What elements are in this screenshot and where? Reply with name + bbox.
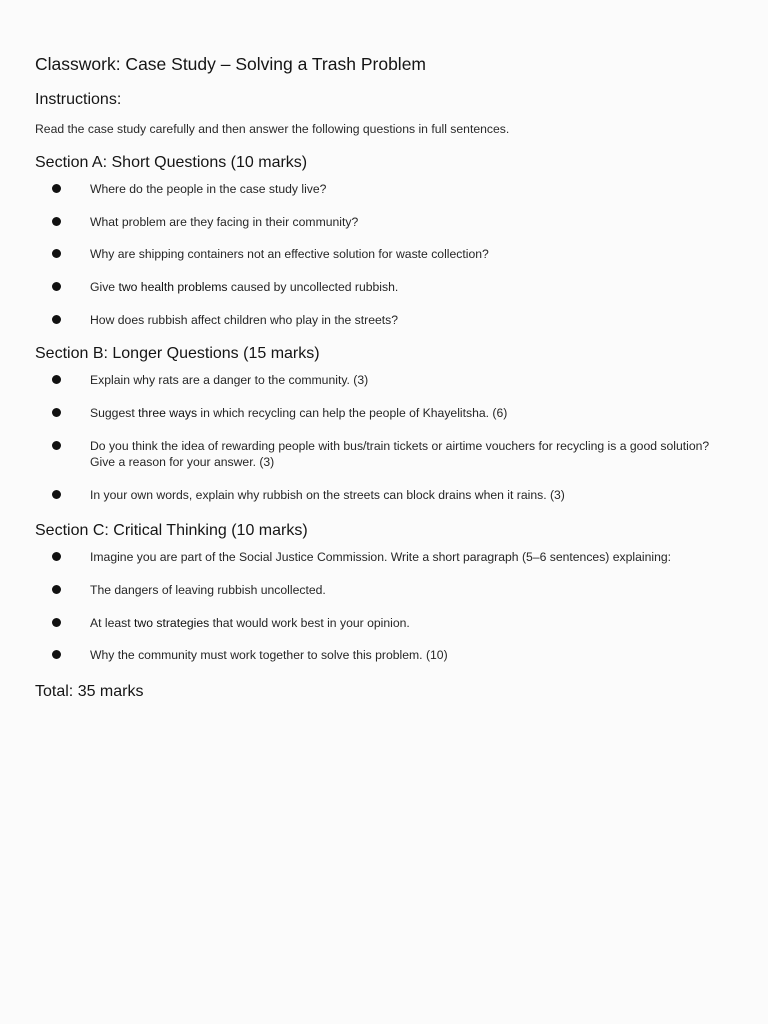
question-text-part: Give bbox=[90, 280, 119, 295]
question-text: Imagine you are part of the Social Justice Commission. Write a short paragraph (5–6 sentences) explaining: bbox=[90, 550, 672, 565]
question-item bbox=[35, 487, 728, 504]
page-title: Classwork: Case Study – Solving a Trash Problem bbox=[35, 54, 426, 74]
question-text bbox=[90, 616, 410, 630]
question-item bbox=[35, 405, 728, 422]
question-text: What problem are they facing in their community? bbox=[90, 214, 359, 229]
question-text: The dangers of leaving rubbish uncollected. bbox=[90, 583, 326, 597]
question-text bbox=[90, 406, 507, 420]
bullet-icon bbox=[52, 249, 61, 258]
question-item bbox=[35, 279, 728, 296]
question-text-part: At least bbox=[90, 615, 135, 630]
question-text: Do you think the idea of rewarding people with bus/train tickets or airtime vouchers for recycling is a good solution? Give a reason for your answer. (3) bbox=[90, 438, 710, 470]
section-c-heading: Section C: Critical Thinking (10 marks) bbox=[35, 522, 308, 540]
question-text: Where do the people in the case study live? bbox=[90, 182, 327, 196]
question-text-part: in which recycling can help the people of Khayelitsha. (6) bbox=[197, 405, 508, 420]
question-item bbox=[35, 181, 728, 198]
bullet-icon bbox=[52, 650, 61, 659]
question-item bbox=[35, 582, 728, 599]
bullet-icon bbox=[52, 375, 61, 384]
question-item bbox=[35, 312, 728, 329]
question-item bbox=[35, 438, 728, 471]
question-text: In your own words, explain why rubbish on the streets can block drains when it rains. (3) bbox=[90, 487, 565, 502]
question-text bbox=[90, 280, 398, 294]
highlighted-phrase: two strategies bbox=[134, 615, 210, 630]
section-a-heading: Section A: Short Questions (10 marks) bbox=[35, 154, 308, 171]
question-item bbox=[35, 647, 728, 664]
bullet-icon bbox=[52, 552, 61, 561]
total-marks: Total: 35 marks bbox=[35, 682, 144, 700]
bullet-icon bbox=[52, 408, 61, 417]
bullet-icon bbox=[52, 282, 61, 291]
question-text: Explain why rats are a danger to the community. (3) bbox=[90, 373, 369, 388]
bullet-icon bbox=[52, 184, 61, 193]
question-text-part: that would work best in your opinion. bbox=[209, 615, 410, 630]
question-text: Why are shipping containers not an effective solution for waste collection? bbox=[90, 247, 489, 262]
highlighted-phrase: three ways bbox=[138, 405, 198, 420]
question-item bbox=[35, 214, 728, 231]
question-text: How does rubbish affect children who play in the streets? bbox=[90, 312, 399, 327]
bullet-icon bbox=[52, 441, 61, 450]
bullet-icon bbox=[52, 315, 61, 324]
question-item bbox=[35, 615, 728, 632]
section-b-questions bbox=[35, 372, 728, 503]
instructions-heading: Instructions: bbox=[35, 91, 122, 108]
question-text-part: Suggest bbox=[90, 405, 139, 420]
section-a-questions bbox=[35, 181, 728, 328]
bullet-icon bbox=[52, 490, 61, 499]
highlighted-phrase: two health problems bbox=[118, 280, 228, 295]
question-item bbox=[35, 246, 728, 263]
bullet-icon bbox=[52, 217, 61, 226]
question-item bbox=[35, 372, 728, 389]
question-text: Why the community must work together to solve this problem. (10) bbox=[90, 648, 448, 663]
question-text-part: caused by uncollected rubbish. bbox=[227, 280, 399, 295]
bullet-icon bbox=[52, 618, 61, 627]
instructions-text: Read the case study carefully and then answer the following questions in full sentences. bbox=[35, 122, 510, 136]
section-c-questions bbox=[35, 549, 728, 664]
bullet-icon bbox=[52, 585, 61, 594]
question-item bbox=[35, 549, 728, 566]
section-b-heading: Section B: Longer Questions (15 marks) bbox=[35, 345, 320, 363]
